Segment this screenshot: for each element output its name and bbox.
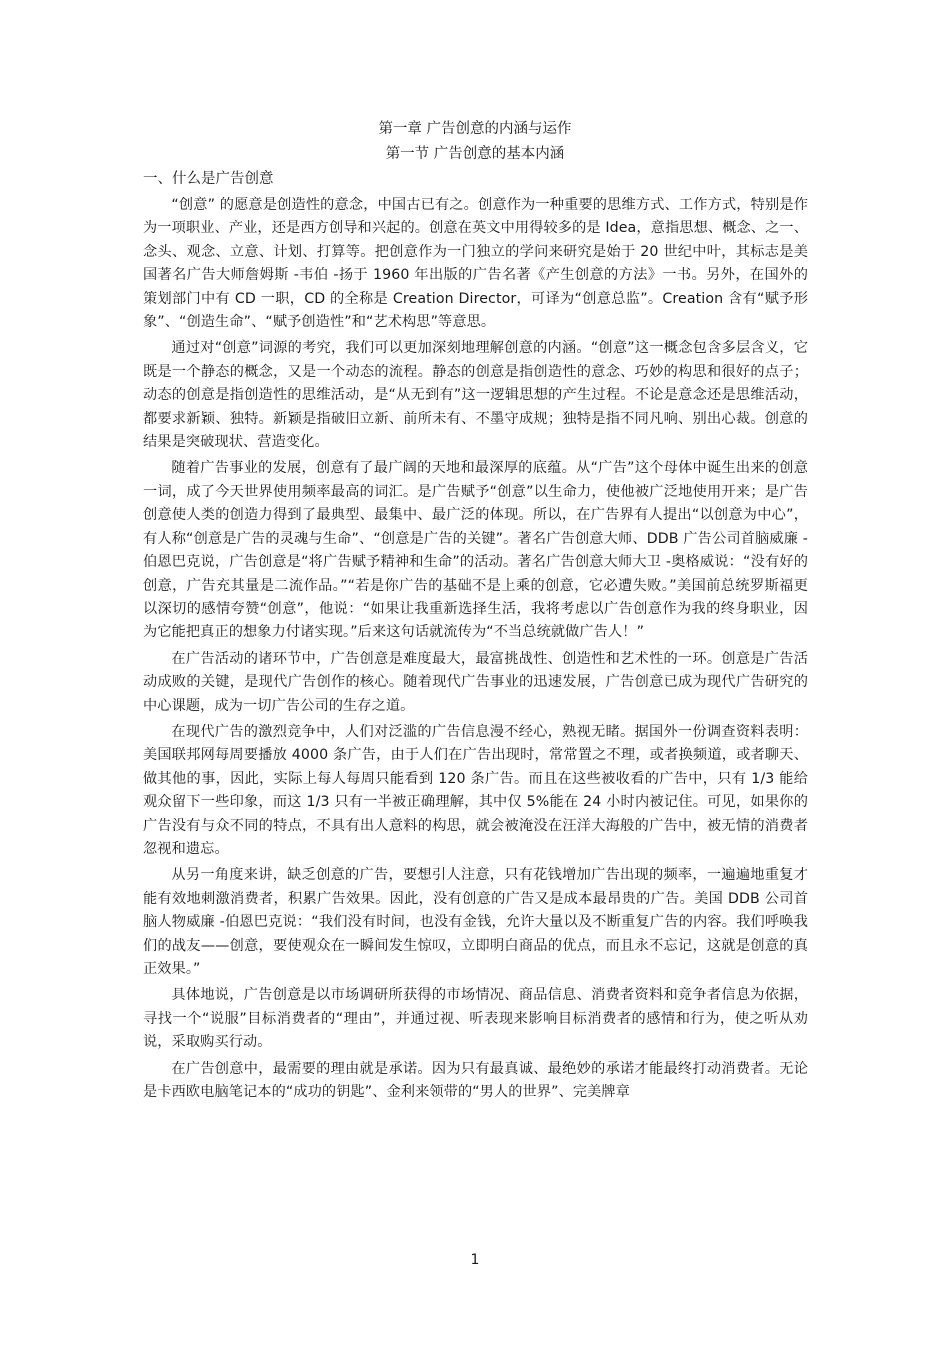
- subsection-title: 一、什么是广告创意: [143, 171, 274, 187]
- paragraph: 具体地说，广告创意是以市场调研所获得的市场情况、商品信息、消费者资料和竞争者信息为依据，寻找一个“说服”目标消费者的“理由”，并通过视、听表现来影响目标消费者的感情和行为，使之听从劝说，采取购买行动。: [143, 987, 808, 1051]
- paragraph: 在广告创意中，最需要的理由就是承诺。因为只有最真诚、最绝妙的承诺才能最终打动消费者。无论是卡西欧电脑笔记本的“成功的钥匙”、金利来领带的“男人的世界”、完美牌章: [143, 1060, 808, 1101]
- paragraph: 在广告活动的诸环节中，广告创意是难度最大，最富挑战性、创造性和艺术性的一环。创意是广告活动成败的关键，是现代广告创作的核心。随着现代广告事业的迅速发展，广告创意已成为现代广告研究的中心课题，成为一切广告公司的生存之道。: [143, 650, 808, 714]
- paragraph: 从另一角度来讲，缺乏创意的广告，要想引人注意，只有花钱增加广告出现的频率，一遍遍地重复才能有效地刺激消费者，积累广告效果。因此，没有创意的广告又是成本最昂贵的广告。美国 DDB 公司首脑人物威廉 -伯恩巴克说：“我们没有时间，也没有金钱，允许大量以及不断重复广告的内容。我们呼唤我们的战友——创意，要使观众在一瞬间发生惊叹，立即明白商品的优点，而且永不忘记，这就是创意的真正效果。”: [143, 867, 808, 977]
- paragraph: “创意” 的愿意是创造性的意念，中国古已有之。创意作为一种重要的思维方式、工作方式，特别是作为一项职业、产业，还是西方创导和兴起的。创意在英文中用得较多的是 Idea，意指思想、概念、之一、念头、观念、立意、计划、打算等。把创意作为一门独立的学问来研究是始于 20 世纪中叶，其标志是美国著名广告大师詹姆斯 -韦伯 -扬于 1960 年出版的广告名著《产生创意的方法》一书。另外，在国外的策划部门中有 CD 一职，CD 的全称是 Creation Director，可译为“创意总监”。Creation 含有“赋予形象”、“创造生命”、“赋予创造性”和“艺术构思”等意思。: [143, 197, 808, 331]
- paragraph: 通过对“创意”词源的考究，我们可以更加深刻地理解创意的内涵。“创意”这一概念包含多层含义，它既是一个静态的概念，又是一个动态的流程。静态的创意是指创造性的意念、巧妙的构思和很好的点子；动态的创意是指创造性的思维活动，是“从无到有”这一逻辑思想的产生过程。不论是意念还是思维活动，都要求新颖、独特。新颖是指破旧立新、前所未有、不墨守成规；独特是指不同凡响、别出心裁。创意的结果是突破现状、营造变化。: [143, 340, 808, 451]
- paragraph: 在现代广告的激烈竞争中，人们对泛滥的广告信息漫不经心，熟视无睹。据国外一份调查资料表明：美国联邦网每周要播放 4000 条广告，由于人们在广告出现时，常常置之不理，或者换频道，或者聊天、做其他的事，因此，实际上每人每周只能看到 120 条广告。而且在这些被收看的广告中，只有 1/3 能给观众留下一些印象，而这 1/3 只有一半被正确理解，其中仅 5%能在 24 小时内被记住。可见，如果你的广告没有与众不同的特点，不具有出人意料的构思，就会被淹没在汪洋大海般的广告中，被无情的消费者忽视和遗忘。: [143, 723, 808, 857]
- section-title: 第一节 广告创意的基本内涵: [385, 146, 565, 162]
- paragraph: 随着广告事业的发展，创意有了最广阔的天地和最深厚的底蕴。从“广告”这个母体中诞生出来的创意一词，成了今天世界使用频率最高的词汇。是广告赋予“创意”以生命力，使他被广泛地使用开来；是广告创意使人类的创造力得到了最典型、最集中、最广泛的体现。所以，在广告界有人提出“以创意为中心”，有人称“创意是广告的灵魂与生命”、“创意是广告的关键”。著名广告创意大师、DDB 广告公司首脑威廉 -伯恩巴克说，广告创意是“将广告赋予精神和生命”的活动。著名广告创意大师大卫 -奥格威说：“没有好的创意，广告充其量是二流作品。”“若是你广告的基础不是上乘的创意，它必遭失败。”美国前总统罗斯福更以深切的感情夸赞“创意”，他说：“如果让我重新选择生活，我将考虑以广告创意作为我的终身职业，因为它能把真正的想象力付诸实现。”后来这句话就流传为“不当总统就做广告人！”: [143, 460, 808, 641]
- page-number: 1: [470, 1252, 480, 1268]
- body-text: [143, 194, 808, 1107]
- chapter-title: 第一章 广告创意的内涵与运作: [378, 121, 572, 137]
